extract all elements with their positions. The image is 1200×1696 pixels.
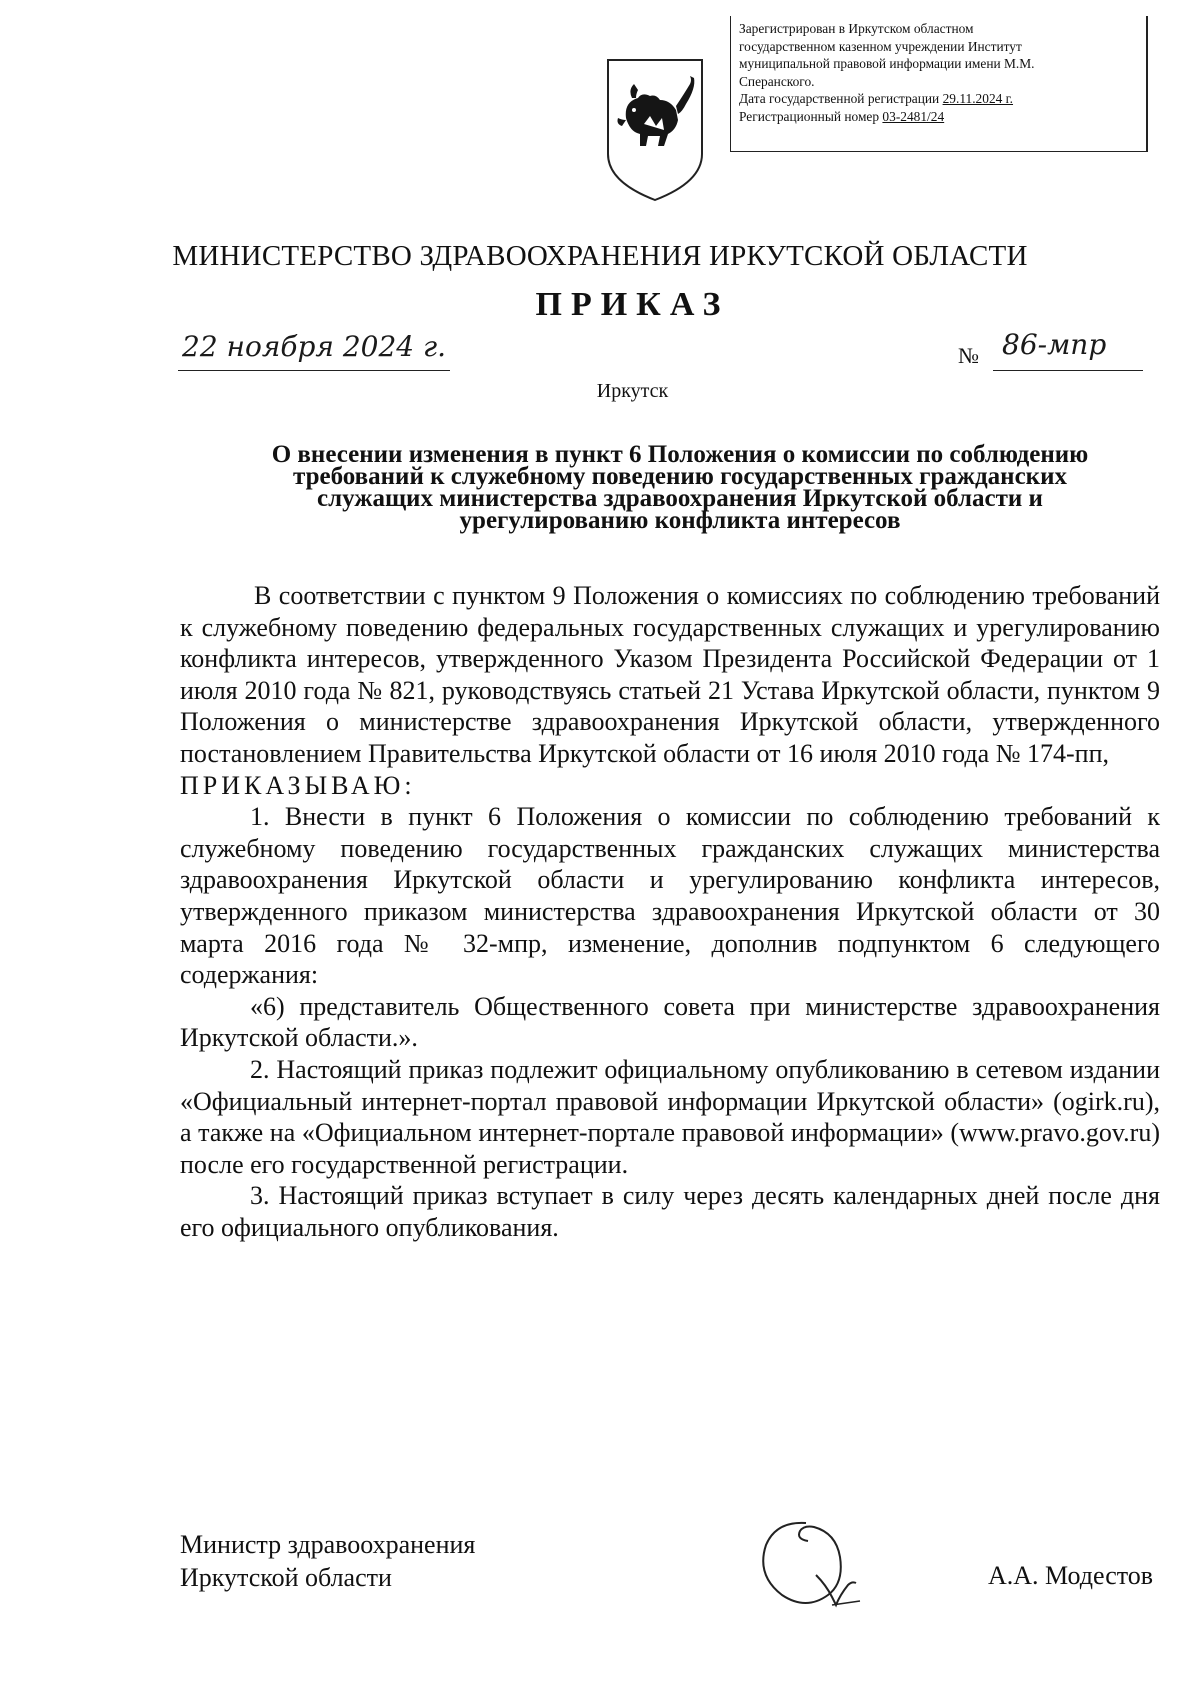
signatory-position [180, 1528, 475, 1594]
registration-line: Сперанского. [739, 73, 815, 89]
position-line: Министр здравоохранения [180, 1530, 476, 1559]
city: Иркутск [596, 380, 669, 402]
signatory-name: А.А. Модестов [988, 1561, 1154, 1590]
item-3-paragraph: 3. Настоящий приказ вступает в силу через десять календарных дней после дня его официального опубликования. [180, 1181, 1160, 1242]
registration-date-row [739, 90, 1138, 108]
signature-icon [756, 1515, 866, 1615]
document-type: ПРИКАЗ [535, 286, 730, 323]
title-line: О внесении изменения в пункт 6 Положения о комиссии по соблюдению [271, 441, 1089, 468]
order-word: ПРИКАЗЫВАЮ: [180, 770, 416, 800]
title-line: урегулированию конфликта интересов [459, 507, 901, 534]
registration-line: государственном казенном учреждении Институт [739, 38, 1022, 54]
coat-of-arms-icon [604, 54, 706, 204]
item-1-quote: «6) представитель Общественного совета при министерстве здравоохранения Иркутской области.». [180, 991, 1160, 1053]
registration-number-value: 03-2481/24 [882, 108, 945, 124]
preamble-paragraph: В соответствии с пунктом 9 Положения о комиссиях по соблюдению требований к служебному поведению федеральных государственных служащих и урегулированию конфликта интересов, утвержденного Указом Президента Российской Федерации от 1 июля 2010 года № 821, руководствуясь статьей 21 Устава Иркутской области, пунктом 9 Положения о министерстве здравоохранения Иркутской области, утвержденного постановлением Правительства Иркутской области от 16 июля 2010 года № 174-пп, [180, 581, 1160, 768]
date-handwritten: 22 ноября 2024 г. [182, 330, 447, 363]
ministry-name: МИНИСТЕРСТВО ЗДРАВООХРАНЕНИЯ ИРКУТСКОЙ ОБЛАСТИ [172, 240, 1028, 272]
item-1-paragraph: 1. Внести в пункт 6 Положения о комиссии по соблюдению требований к служебному поведению государственных гражданских служащих министерства здравоохранения Иркутской области и урегулированию конфликта интересов, утвержденного приказом министерства здравоохранения Иркутской области от 30 марта 2016 года № 32-мпр, изменение, дополнив подпунктом 6 следующего содержания: [180, 802, 1160, 990]
item-2-paragraph: 2. Настоящий приказ подлежит официальному опубликованию в сетевом издании «Официальный интернет-портал правовой информации Иркутской области» (ogirk.ru), а также на «Официальном интернет-портале правовой информации» (www.pravo.gov.ru) после его государственной регистрации. [180, 1054, 1160, 1179]
registration-date-label: Дата государственной регистрации [739, 91, 940, 107]
title-line: требований к служебному поведению государственных гражданских [293, 463, 1067, 490]
registration-number-label: Регистрационный номер [739, 108, 880, 124]
document-title [200, 441, 1160, 534]
registration-line: муниципальной правовой информации имени М.М. [739, 56, 1035, 72]
registration-number-row [739, 108, 1138, 126]
title-line: служащих министерства здравоохранения Иркутской области и [317, 485, 1043, 512]
registration-stamp [730, 16, 1148, 152]
document-body [180, 580, 1160, 1243]
registration-date-value: 29.11.2024 г. [942, 91, 1014, 107]
registration-line: Зарегистрирован в Иркутском областном [739, 21, 974, 36]
number-label: № [958, 343, 979, 368]
number-handwritten: 86-мпр [1002, 328, 1107, 361]
position-line: Иркутской области [180, 1563, 392, 1592]
